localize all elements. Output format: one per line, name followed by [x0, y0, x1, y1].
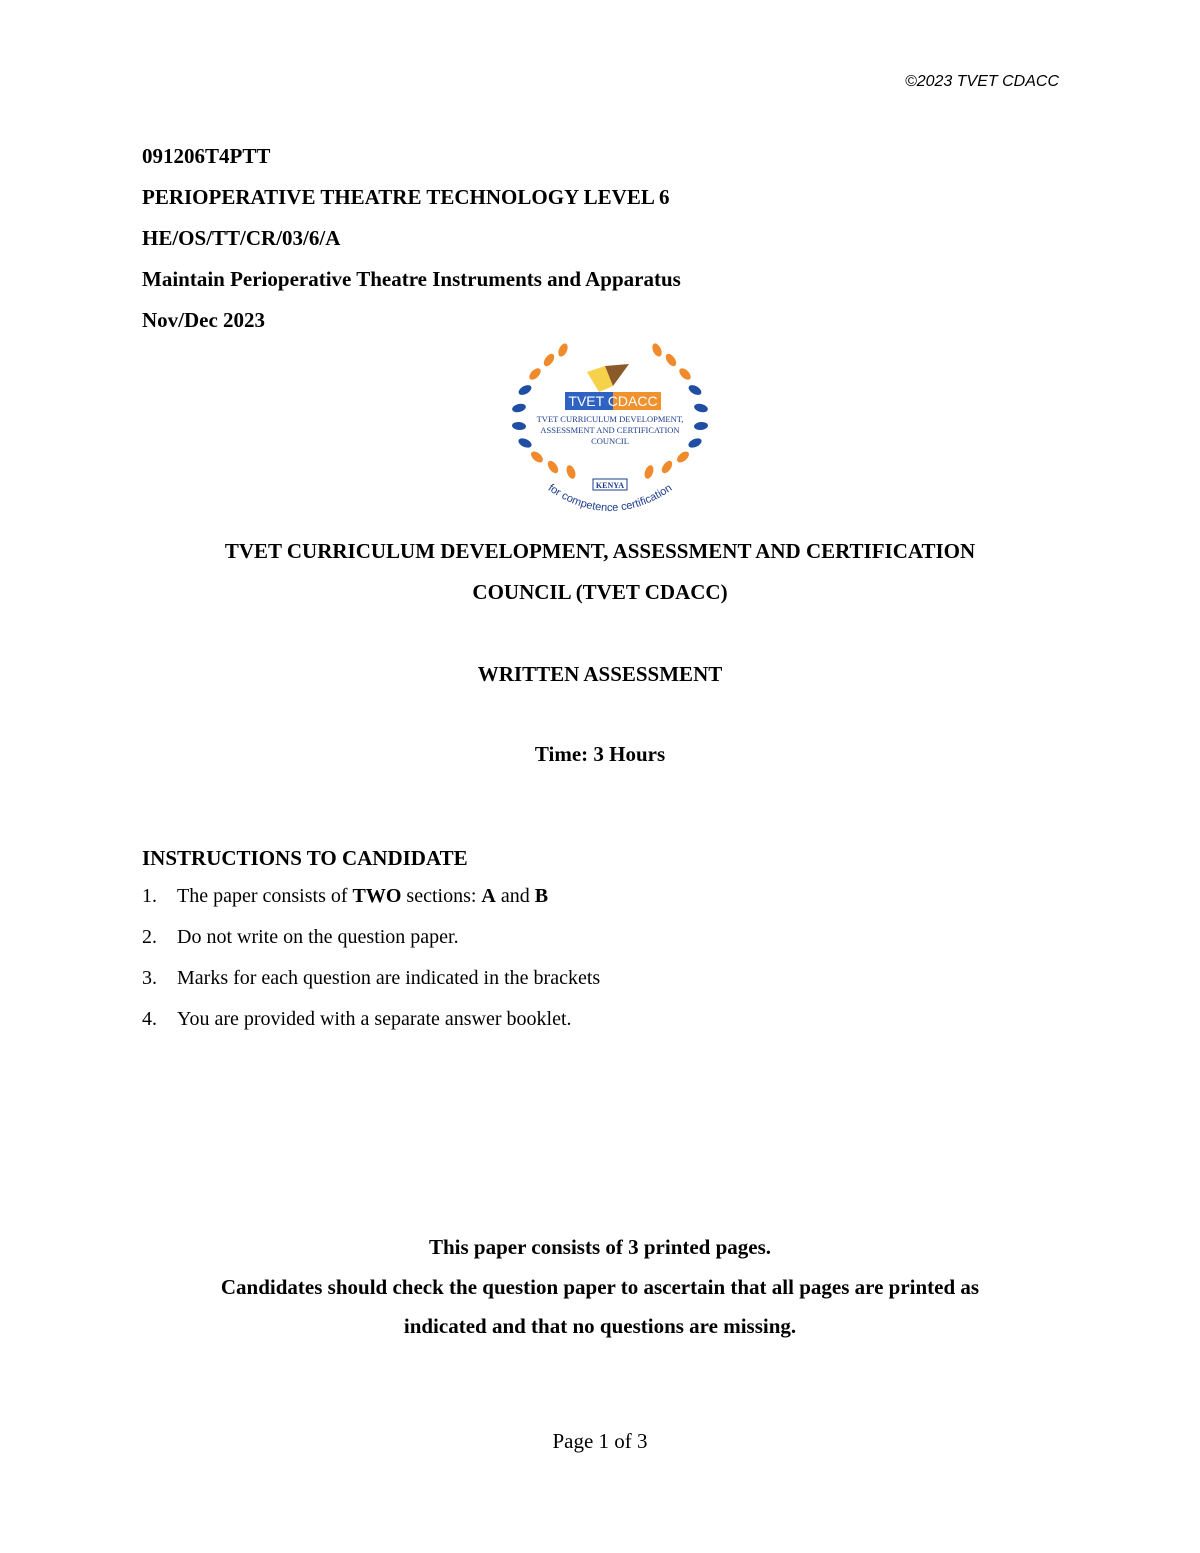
copyright-notice: ©2023 TVET CDACC	[904, 73, 1059, 90]
list-number: 2.	[142, 926, 157, 948]
list-text: The paper consists of TWO sections: A and B	[177, 885, 549, 907]
list-text: Do not write on the question paper.	[177, 926, 459, 948]
unit-code: HE/OS/TT/CR/03/6/A	[142, 226, 341, 250]
course-title: PERIOPERATIVE THEATRE TECHNOLOGY LEVEL 6	[142, 185, 670, 209]
page-number: Page 1 of 3	[552, 1429, 648, 1453]
instructions-list	[142, 885, 1042, 1049]
exam-session: Nov/Dec 2023	[142, 308, 266, 332]
laurel-left-icon	[511, 342, 577, 480]
list-text: Marks for each question are indicated in the brackets	[177, 967, 601, 989]
logo-line-1: TVET CURRICULUM DEVELOPMENT,	[536, 414, 684, 424]
logo-line-2: ASSESSMENT AND CERTIFICATION	[540, 425, 680, 435]
list-item	[142, 885, 1042, 926]
list-item	[142, 967, 1042, 1008]
assessment-type: WRITTEN ASSESSMENT	[477, 662, 723, 686]
council-name-line-2: COUNCIL (TVET CDACC)	[472, 580, 728, 604]
list-text: You are provided with a separate answer booklet.	[177, 1008, 572, 1030]
laurel-right-icon	[643, 342, 709, 480]
list-number: 4.	[142, 1008, 157, 1030]
instructions-title: INSTRUCTIONS TO CANDIDATE	[142, 846, 468, 870]
list-item	[142, 926, 1042, 967]
logo-country: KENYA	[595, 481, 625, 490]
list-number: 3.	[142, 967, 157, 989]
check-note-line-1: Candidates should check the question paper to ascertain that all pages are printed as	[220, 1275, 980, 1299]
time-allowed: Time: 3 Hours	[534, 742, 666, 766]
tvet-cdacc-logo	[505, 338, 715, 520]
paper-code: 091206T4PTT	[142, 144, 271, 168]
badge-text: TVET CDACC	[568, 393, 658, 409]
logo-line-3: COUNCIL	[591, 436, 629, 446]
council-name-line-1: TVET CURRICULUM DEVELOPMENT, ASSESSMENT AND CERTIFICATION	[224, 539, 976, 563]
list-number: 1.	[142, 885, 157, 907]
check-note-line-2: indicated and that no questions are missing.	[403, 1314, 797, 1338]
logo-motto: for competence certification	[545, 481, 675, 515]
list-item	[142, 1008, 1042, 1049]
emblem-icon	[587, 364, 629, 392]
unit-title: Maintain Perioperative Theatre Instruments and Apparatus	[142, 267, 681, 291]
pages-note: This paper consists of 3 printed pages.	[428, 1235, 772, 1259]
